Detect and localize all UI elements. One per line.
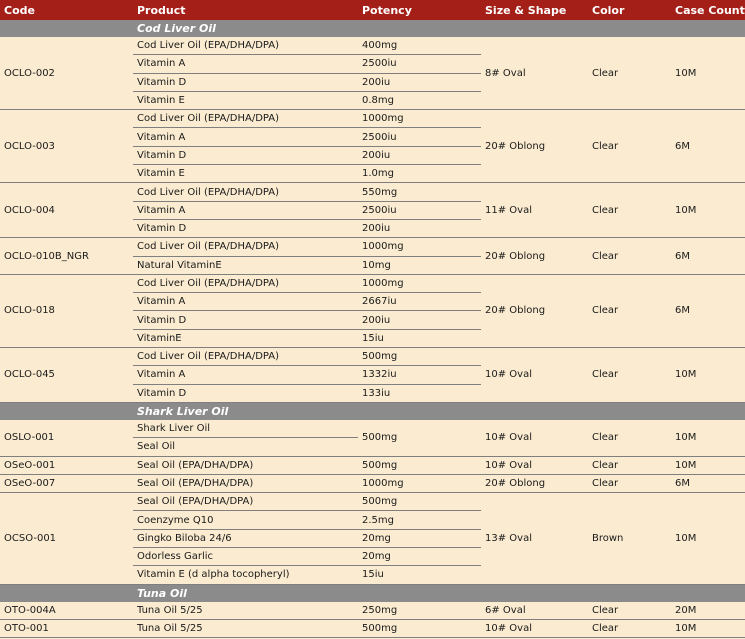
code-cell: OTO-004A [0, 602, 133, 620]
product-cell: Coenzyme Q10 [133, 511, 358, 529]
size-shape-cell: 20# Oblong [481, 238, 588, 275]
size-shape-cell: 10# Oval [481, 420, 588, 456]
case-count-cell: 6M [671, 238, 745, 275]
potency-cell: 1000mg [358, 474, 481, 492]
potency-cell: 2667iu [358, 293, 481, 311]
case-count-cell: 10M [671, 37, 745, 110]
potency-cell: 500mg [358, 493, 481, 511]
product-cell: Tuna Oil 5/25 [133, 602, 358, 620]
table-row [0, 274, 745, 292]
table-row [0, 493, 745, 511]
potency-cell: 1332iu [358, 366, 481, 384]
table-row [0, 238, 745, 256]
product-cell: Cod Liver Oil (EPA/DHA/DPA) [133, 183, 358, 201]
product-cell: Vitamin D [133, 146, 358, 164]
potency-cell: 1000mg [358, 238, 481, 256]
header-size-shape: Size & Shape [481, 0, 588, 20]
case-count-cell: 10M [671, 619, 745, 637]
product-cell: Vitamin A [133, 201, 358, 219]
code-cell: OCLO-045 [0, 348, 133, 403]
size-shape-cell: 10# Oval [481, 348, 588, 403]
color-cell: Clear [588, 274, 671, 347]
color-cell: Clear [588, 348, 671, 403]
potency-cell: 1.0mg [358, 165, 481, 183]
product-cell: Vitamin E (d alpha tocopheryl) [133, 566, 358, 584]
product-cell: Seal Oil [133, 438, 358, 456]
color-cell: Brown [588, 493, 671, 584]
potency-cell: 15iu [358, 566, 481, 584]
product-cell: Vitamin D [133, 73, 358, 91]
potency-cell: 1000mg [358, 110, 481, 128]
header-product: Product [133, 0, 358, 20]
size-shape-cell: 6# Oval [481, 602, 588, 620]
color-cell: Clear [588, 602, 671, 620]
header-potency: Potency [358, 0, 481, 20]
size-shape-cell: 11# Oval [481, 183, 588, 238]
potency-cell: 2.5mg [358, 511, 481, 529]
product-cell: Gingko Biloba 24/6 [133, 529, 358, 547]
size-shape-cell: 13# Oval [481, 493, 588, 584]
product-cell: Cod Liver Oil (EPA/DHA/DPA) [133, 348, 358, 366]
product-cell: Vitamin D [133, 384, 358, 402]
case-count-cell: 10M [671, 183, 745, 238]
code-cell: OCLO-004 [0, 183, 133, 238]
table-row [0, 619, 745, 637]
table-row [0, 420, 745, 438]
product-cell: Shark Liver Oil [133, 420, 358, 438]
table-row [0, 602, 745, 620]
potency-cell: 500mg [358, 456, 481, 474]
case-count-cell: 6M [671, 274, 745, 347]
section-row [0, 402, 745, 420]
color-cell: Clear [588, 238, 671, 275]
potency-cell: 10mg [358, 256, 481, 274]
potency-cell: 200iu [358, 73, 481, 91]
size-shape-cell: 10# Oval [481, 619, 588, 637]
color-cell: Clear [588, 420, 671, 456]
potency-cell: 2500iu [358, 201, 481, 219]
product-cell: Vitamin A [133, 128, 358, 146]
product-cell: Vitamin E [133, 91, 358, 109]
section-title: Shark Liver Oil [133, 402, 745, 420]
code-cell: OSeO-007 [0, 474, 133, 492]
color-cell: Clear [588, 619, 671, 637]
header-row [0, 0, 745, 20]
potency-cell: 400mg [358, 37, 481, 55]
potency-cell: 200iu [358, 219, 481, 237]
product-cell: Natural VitaminE [133, 256, 358, 274]
product-cell: Cod Liver Oil (EPA/DHA/DPA) [133, 274, 358, 292]
header-case-count: Case Count [671, 0, 745, 20]
section-title: Tuna Oil [133, 584, 745, 602]
code-cell: OCLO-003 [0, 110, 133, 183]
table-row [0, 110, 745, 128]
potency-cell: 500mg [358, 619, 481, 637]
potency-cell: 500mg [358, 348, 481, 366]
potency-cell: 2500iu [358, 128, 481, 146]
product-cell: Tuna Oil 5/25 [133, 619, 358, 637]
code-cell: OSLO-001 [0, 420, 133, 456]
color-cell: Clear [588, 456, 671, 474]
product-cell: Vitamin D [133, 219, 358, 237]
code-cell: OSeO-001 [0, 456, 133, 474]
color-cell: Clear [588, 474, 671, 492]
table-row [0, 456, 745, 474]
size-shape-cell: 20# Oblong [481, 474, 588, 492]
potency-cell: 15iu [358, 329, 481, 347]
potency-cell: 20mg [358, 548, 481, 566]
product-cell: Seal Oil (EPA/DHA/DPA) [133, 456, 358, 474]
potency-cell: 0.8mg [358, 91, 481, 109]
header-color: Color [588, 0, 671, 20]
product-cell: Vitamin A [133, 366, 358, 384]
code-cell: OCLO-018 [0, 274, 133, 347]
potency-cell: 1000mg [358, 274, 481, 292]
code-cell: OTO-001 [0, 619, 133, 637]
size-shape-cell: 8# Oval [481, 37, 588, 110]
header-code: Code [0, 0, 133, 20]
product-cell: Cod Liver Oil (EPA/DHA/DPA) [133, 238, 358, 256]
product-cell: VitaminE [133, 329, 358, 347]
product-cell: Vitamin A [133, 293, 358, 311]
potency-cell: 500mg [358, 420, 481, 456]
color-cell: Clear [588, 183, 671, 238]
table-row [0, 474, 745, 492]
case-count-cell: 10M [671, 456, 745, 474]
case-count-cell: 6M [671, 474, 745, 492]
case-count-cell: 10M [671, 348, 745, 403]
potency-cell: 250mg [358, 602, 481, 620]
code-cell: OCSO-001 [0, 493, 133, 584]
size-shape-cell: 10# Oval [481, 456, 588, 474]
potency-cell: 133iu [358, 384, 481, 402]
case-count-cell: 6M [671, 110, 745, 183]
section-row [0, 20, 745, 37]
size-shape-cell: 20# Oblong [481, 110, 588, 183]
product-cell: Vitamin A [133, 55, 358, 73]
case-count-cell: 10M [671, 420, 745, 456]
product-cell: Seal Oil (EPA/DHA/DPA) [133, 493, 358, 511]
potency-cell: 550mg [358, 183, 481, 201]
code-cell: OCLO-002 [0, 37, 133, 110]
product-cell: Cod Liver Oil (EPA/DHA/DPA) [133, 110, 358, 128]
product-cell: Seal Oil (EPA/DHA/DPA) [133, 474, 358, 492]
potency-cell: 200iu [358, 311, 481, 329]
product-cell: Odorless Garlic [133, 548, 358, 566]
potency-cell: 2500iu [358, 55, 481, 73]
color-cell: Clear [588, 37, 671, 110]
potency-cell: 20mg [358, 529, 481, 547]
case-count-cell: 10M [671, 493, 745, 584]
product-cell: Vitamin E [133, 165, 358, 183]
size-shape-cell: 20# Oblong [481, 274, 588, 347]
code-cell: OCLO-010B_NGR [0, 238, 133, 275]
table-row [0, 348, 745, 366]
section-title: Cod Liver Oil [133, 20, 745, 37]
color-cell: Clear [588, 110, 671, 183]
table-row [0, 37, 745, 55]
potency-cell: 200iu [358, 146, 481, 164]
section-row [0, 584, 745, 602]
case-count-cell: 20M [671, 602, 745, 620]
table-row [0, 183, 745, 201]
product-cell: Cod Liver Oil (EPA/DHA/DPA) [133, 37, 358, 55]
product-cell: Vitamin D [133, 311, 358, 329]
